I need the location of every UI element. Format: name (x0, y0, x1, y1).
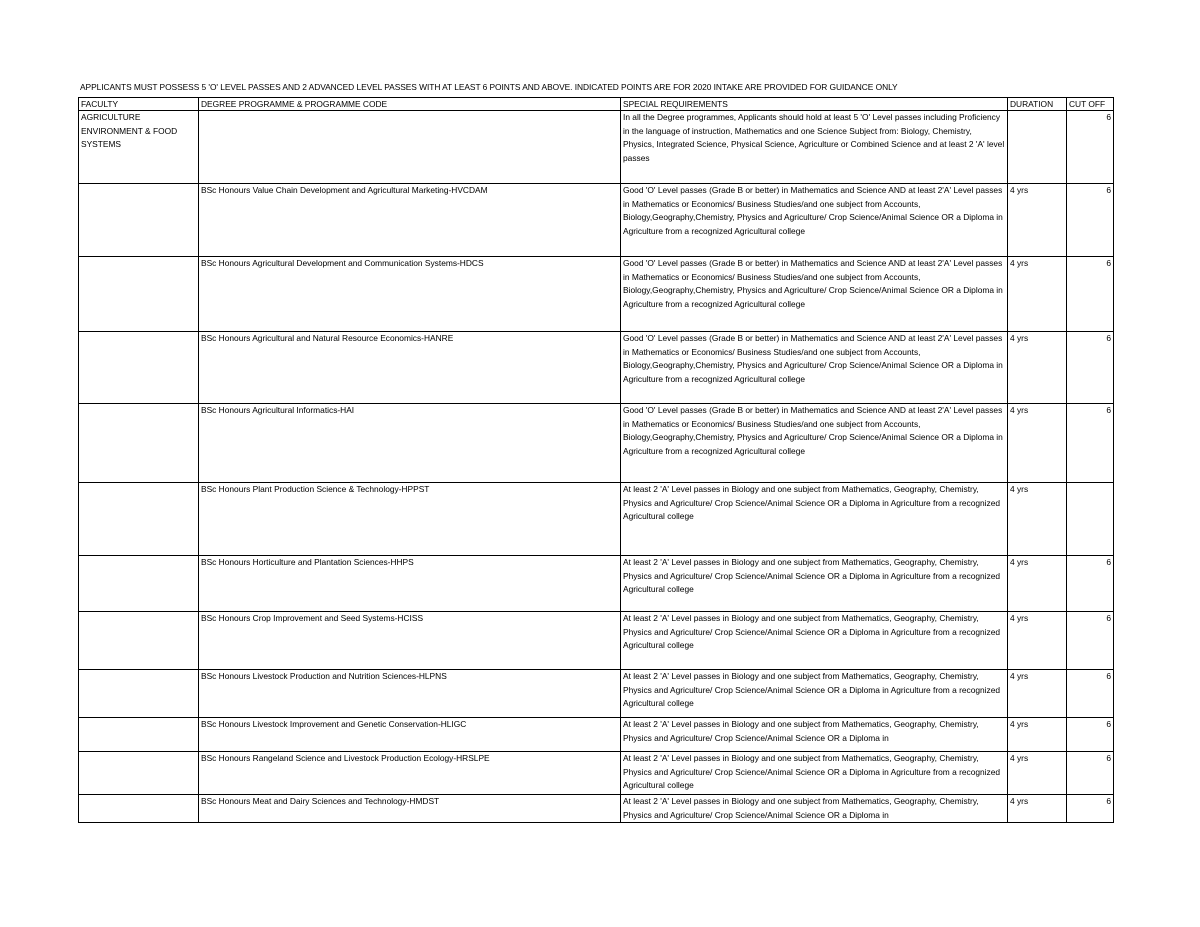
duration-cell: 4 yrs (1008, 718, 1067, 752)
requirements-cell: At least 2 'A' Level passes in Biology and one subject from Mathematics, Geography, Chemistry, Physics and Agriculture/ Crop Science/Animal Science OR a Diploma in (621, 718, 1008, 752)
faculty-cell (79, 257, 199, 332)
duration-cell (1008, 111, 1067, 184)
requirements-cell: At least 2 'A' Level passes in Biology and one subject from Mathematics, Geography, Chemistry, Physics and Agriculture/ Crop Science/Animal Science OR a Diploma in Agriculture from a recognized Agricultural college (621, 752, 1008, 795)
header-special-requirements: SPECIAL REQUIREMENTS (621, 98, 1008, 111)
faculty-cell (79, 795, 199, 823)
duration-cell: 4 yrs (1008, 612, 1067, 670)
requirements-cell: At least 2 'A' Level passes in Biology and one subject from Mathematics, Geography, Chemistry, Physics and Agriculture/ Crop Science/Animal Science OR a Diploma in Agriculture from a recognized Agricultural college (621, 483, 1008, 556)
duration-cell: 4 yrs (1008, 670, 1067, 718)
duration-cell: 4 yrs (1008, 257, 1067, 332)
programme-cell: BSc Honours Agricultural and Natural Resource Economics-HANRE (199, 332, 621, 404)
programme-cell: BSc Honours Agricultural Informatics-HAI (199, 404, 621, 483)
cutoff-cell: 6 (1067, 404, 1114, 483)
faculty-cell (79, 556, 199, 612)
faculty-cell (79, 670, 199, 718)
requirements-cell: Good 'O' Level passes (Grade B or better) in Mathematics and Science AND at least 2'A' Level passes in Mathematics or Economics/ Business Studies/and one subject from Accounts, Biology,Geography,Chemistry, Physics and Agriculture/ Crop Science/Animal Science OR a Diploma in Agriculture from a recognized Agricultural college (621, 257, 1008, 332)
cutoff-cell: 6 (1067, 795, 1114, 823)
table-row (79, 718, 1114, 752)
table-row (79, 332, 1114, 404)
faculty-cell (79, 332, 199, 404)
programme-cell (199, 111, 621, 184)
admission-banner: APPLICANTS MUST POSSESS 5 'O' LEVEL PASSES AND 2 ADVANCED LEVEL PASSES WITH AT LEAST 6 POINTS AND ABOVE. INDICATED POINTS ARE FOR 2020 INTAKE ARE PROVIDED FOR GUIDANCE ONLY (80, 82, 898, 92)
table-row (79, 184, 1114, 257)
cutoff-cell: 6 (1067, 752, 1114, 795)
cutoff-cell (1067, 483, 1114, 556)
requirements-cell: At least 2 'A' Level passes in Biology and one subject from Mathematics, Geography, Chemistry, Physics and Agriculture/ Crop Science/Animal Science OR a Diploma in Agriculture from a recognized Agricultural college (621, 670, 1008, 718)
header-programme: DEGREE PROGRAMME & PROGRAMME CODE (199, 98, 621, 111)
programme-cell: BSc Honours Livestock Improvement and Genetic Conservation-HLIGC (199, 718, 621, 752)
duration-cell: 4 yrs (1008, 332, 1067, 404)
programme-cell: BSc Honours Meat and Dairy Sciences and Technology-HMDST (199, 795, 621, 823)
header-duration: DURATION (1008, 98, 1067, 111)
faculty-cell (79, 404, 199, 483)
requirements-cell: Good 'O' Level passes (Grade B or better) in Mathematics and Science AND at least 2'A' Level passes in Mathematics or Economics/ Business Studies/and one subject from Accounts, Biology,Geography,Chemistry, Physics and Agriculture/ Crop Science/Animal Science OR a Diploma in Agriculture from a recognized Agricultural college (621, 404, 1008, 483)
faculty-cell (79, 184, 199, 257)
requirements-table (78, 97, 1114, 823)
table-row (79, 483, 1114, 556)
duration-cell: 4 yrs (1008, 483, 1067, 556)
duration-cell: 4 yrs (1008, 795, 1067, 823)
programme-cell: BSc Honours Plant Production Science & Technology-HPPST (199, 483, 621, 556)
faculty-cell (79, 752, 199, 795)
cutoff-cell: 6 (1067, 257, 1114, 332)
requirements-cell: At least 2 'A' Level passes in Biology and one subject from Mathematics, Geography, Chemistry, Physics and Agriculture/ Crop Science/Animal Science OR a Diploma in (621, 795, 1008, 823)
table-row (79, 404, 1114, 483)
table-row (79, 111, 1114, 184)
header-cut-off: CUT OFF (1067, 98, 1114, 111)
cutoff-cell: 6 (1067, 184, 1114, 257)
faculty-cell (79, 483, 199, 556)
faculty-cell (79, 718, 199, 752)
cutoff-cell: 6 (1067, 612, 1114, 670)
duration-cell: 4 yrs (1008, 752, 1067, 795)
table-row (79, 257, 1114, 332)
table-row (79, 752, 1114, 795)
programme-cell: BSc Honours Agricultural Development and Communication Systems-HDCS (199, 257, 621, 332)
table-row (79, 556, 1114, 612)
duration-cell: 4 yrs (1008, 404, 1067, 483)
duration-cell: 4 yrs (1008, 556, 1067, 612)
requirements-cell: Good 'O' Level passes (Grade B or better) in Mathematics and Science AND at least 2'A' Level passes in Mathematics or Economics/ Business Studies/and one subject from Accounts, Biology,Geography,Chemistry, Physics and Agriculture/ Crop Science/Animal Science OR a Diploma in Agriculture from a recognized Agricultural college (621, 184, 1008, 257)
faculty-cell (79, 612, 199, 670)
cutoff-cell: 6 (1067, 556, 1114, 612)
programme-cell: BSc Honours Livestock Production and Nutrition Sciences-HLPNS (199, 670, 621, 718)
cutoff-cell: 6 (1067, 718, 1114, 752)
cutoff-cell: 6 (1067, 332, 1114, 404)
cutoff-cell: 6 (1067, 111, 1114, 184)
header-faculty: FACULTY (79, 98, 199, 111)
table-row (79, 612, 1114, 670)
programme-cell: BSc Honours Crop Improvement and Seed Systems-HCISS (199, 612, 621, 670)
table-row (79, 670, 1114, 718)
table-header-row (79, 98, 1114, 111)
table-row (79, 795, 1114, 823)
faculty-label: AGRICULTURE ENVIRONMENT & FOOD SYSTEMS (81, 112, 178, 150)
requirements-cell: In all the Degree programmes, Applicants should hold at least 5 'O' Level passes including Proficiency in the language of instruction, Mathematics and one Science Subject from: Biology, Chemistry, Physics, Integrated Science, Physical Science, Agriculture or Combined Science and at least 2 'A' level passes (621, 111, 1008, 184)
faculty-cell (79, 111, 199, 184)
duration-cell: 4 yrs (1008, 184, 1067, 257)
requirements-cell: Good 'O' Level passes (Grade B or better) in Mathematics and Science AND at least 2'A' Level passes in Mathematics or Economics/ Business Studies/and one subject from Accounts, Biology,Geography,Chemistry, Physics and Agriculture/ Crop Science/Animal Science OR a Diploma in Agriculture from a recognized Agricultural college (621, 332, 1008, 404)
requirements-cell: At least 2 'A' Level passes in Biology and one subject from Mathematics, Geography, Chemistry, Physics and Agriculture/ Crop Science/Animal Science OR a Diploma in Agriculture from a recognized Agricultural college (621, 556, 1008, 612)
programme-cell: BSc Honours Horticulture and Plantation Sciences-HHPS (199, 556, 621, 612)
programme-cell: BSc Honours Rangeland Science and Livestock Production Ecology-HRSLPE (199, 752, 621, 795)
cutoff-cell: 6 (1067, 670, 1114, 718)
requirements-cell: At least 2 'A' Level passes in Biology and one subject from Mathematics, Geography, Chemistry, Physics and Agriculture/ Crop Science/Animal Science OR a Diploma in Agriculture from a recognized Agricultural college (621, 612, 1008, 670)
programme-cell: BSc Honours Value Chain Development and Agricultural Marketing-HVCDAM (199, 184, 621, 257)
